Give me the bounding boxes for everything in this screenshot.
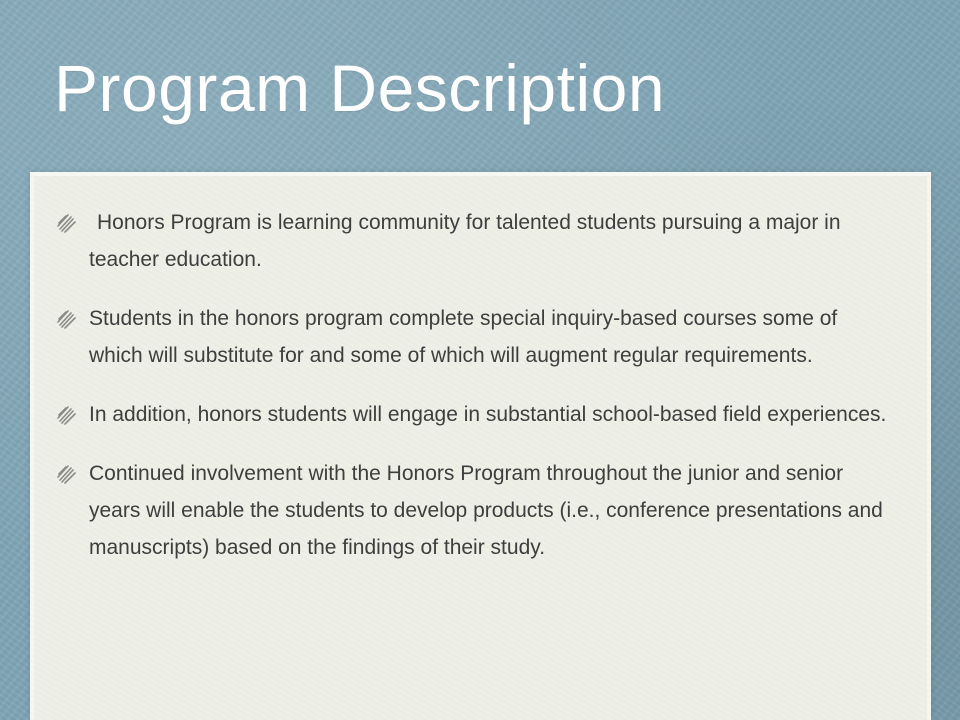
content-panel xyxy=(30,172,931,720)
pencil-scribble-bullet-icon xyxy=(54,210,80,236)
pencil-scribble-bullet-icon xyxy=(54,402,80,428)
bullet-item xyxy=(34,300,927,374)
pencil-scribble-bullet-icon xyxy=(54,306,80,332)
bullet-item xyxy=(34,396,927,433)
bullet-item xyxy=(34,204,927,278)
bullet-text: Honors Program is learning community for talented students pursuing a major in teacher education. xyxy=(89,211,841,271)
bullet-text: Students in the honors program complete special inquiry-based courses some of which will substitute for and some of which will augment regular requirements. xyxy=(89,307,838,367)
bullet-text: In addition, honors students will engage in substantial school-based field experiences. xyxy=(89,403,887,426)
bullet-item xyxy=(34,455,927,566)
bullet-text: Continued involvement with the Honors Program throughout the junior and senior years will enable the students to develop products (i.e., conference presentations and manuscripts) based on the findings of their study. xyxy=(89,462,883,559)
pencil-scribble-bullet-icon xyxy=(54,461,80,487)
bullet-list xyxy=(34,204,927,588)
slide-title: Program Description xyxy=(54,51,666,125)
